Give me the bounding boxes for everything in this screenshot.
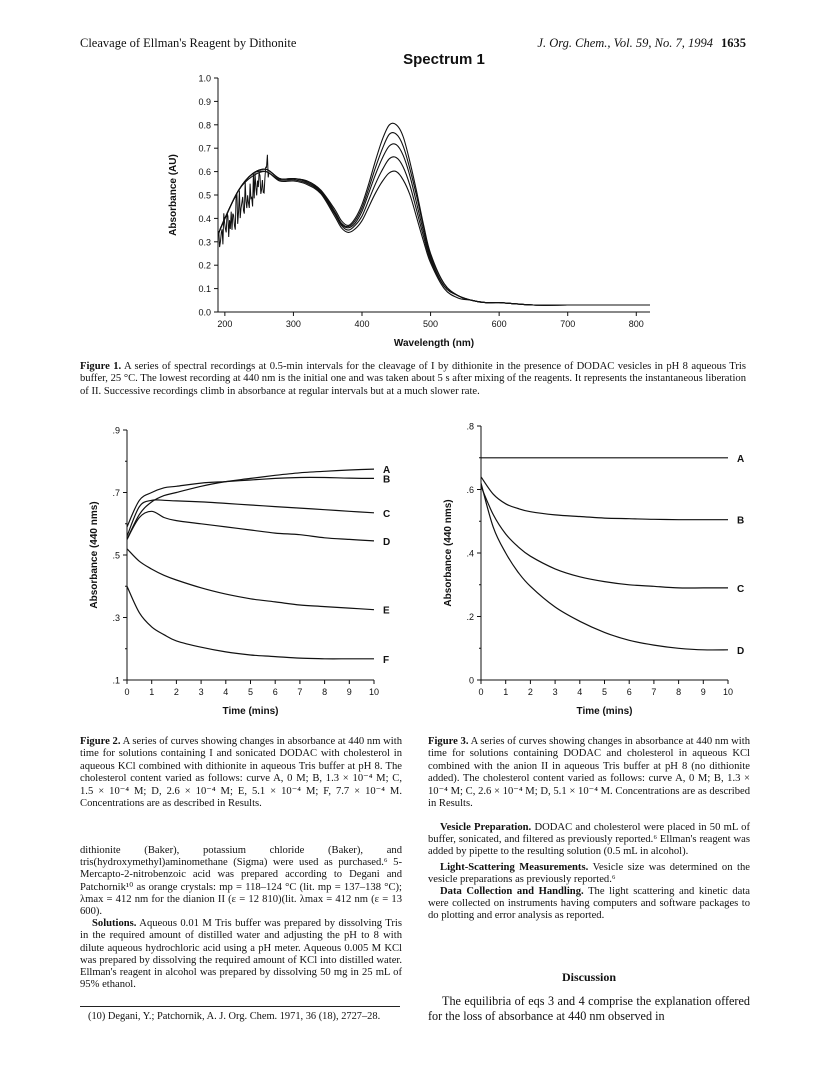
x-tick-label: 10 <box>722 687 734 697</box>
x-tick-label: 700 <box>560 319 576 329</box>
series-line <box>481 477 728 520</box>
x-tick-label: 8 <box>322 687 328 697</box>
chart-title: Spectrum 1 <box>403 51 485 68</box>
x-tick-label: 500 <box>423 319 439 329</box>
light-scattering-text: Vesicle size was determined on the vesicle preparations as previously reported.⁶ <box>428 861 750 885</box>
x-axis-label: Wavelength (nm) <box>393 338 475 349</box>
solutions-paragraph <box>80 918 402 991</box>
y-tick-label: 0.6 <box>198 167 211 178</box>
series-label: E <box>383 605 390 617</box>
data-collection-heading: Data Collection and Handling. <box>440 886 584 898</box>
y-tick-label: 0.4 <box>198 213 211 224</box>
solutions-text: Aqueous 0.01 M Tris buffer was prepared by dissolving Tris in the required amount of distilled water and adjusting the pH to 8 with dilute aqueous hydrochloric acid using a pH meter. Aqueous 0.005 M KCl was prepared by dissolving the required amount of KCl into distilled water. Ellman's reagent in alcohol was prepared by dissolving 50 mg in 25 mL of 95% ethanol. <box>80 918 402 991</box>
y-tick-label: .3 <box>112 613 120 623</box>
discussion-heading: Discussion <box>561 970 617 984</box>
series-label: B <box>383 474 391 486</box>
y-tick-label: .8 <box>466 421 474 432</box>
footnote-rule <box>80 1006 400 1007</box>
x-tick-label: 300 <box>285 319 301 329</box>
figure-2-caption <box>80 736 402 810</box>
spectrum-noise-line <box>218 155 269 247</box>
x-tick-label: 4 <box>577 687 583 697</box>
series-label: D <box>737 645 745 657</box>
running-header-journal <box>537 36 746 51</box>
y-axis-label: Absorbance (440 nms) <box>443 499 454 607</box>
x-tick-label: 7 <box>651 687 657 697</box>
vesicle-preparation-paragraph <box>428 822 750 859</box>
series-line <box>218 144 650 305</box>
x-tick-label: 1 <box>149 687 155 697</box>
y-tick-label: .7 <box>112 488 120 498</box>
x-axis-label: Time (mins) <box>222 706 279 717</box>
y-tick-label: 0 <box>468 675 474 686</box>
left-column-text <box>80 845 402 991</box>
figure-3-label: Figure 3. <box>428 736 469 747</box>
series-label: A <box>737 453 745 465</box>
series-label: F <box>383 654 390 666</box>
series-line <box>127 511 374 541</box>
y-tick-label: .1 <box>112 675 120 686</box>
y-tick-label: 0.9 <box>198 96 211 107</box>
y-tick-label: 1.0 <box>198 73 211 84</box>
x-tick-label: 5 <box>247 687 254 697</box>
y-tick-label: 0.8 <box>198 120 211 131</box>
x-tick-label: 400 <box>354 319 370 329</box>
x-tick-label: 8 <box>676 687 682 697</box>
x-tick-label: 1 <box>503 687 509 697</box>
footnote-10: (10) Degani, Y.; Patchornik, A. J. Org. Chem. 1971, 36 (18), 2727–28. <box>88 1011 381 1022</box>
y-tick-label: 0.5 <box>198 190 211 201</box>
y-tick-label: .9 <box>112 425 120 436</box>
y-tick-label: .6 <box>466 485 474 495</box>
x-tick-label: 4 <box>223 687 229 697</box>
data-collection-paragraph <box>428 886 750 923</box>
x-tick-label: 6 <box>272 687 278 697</box>
x-tick-label: 5 <box>601 687 608 697</box>
x-tick-label: 2 <box>173 687 179 697</box>
figure-1-caption <box>80 361 746 398</box>
light-scattering-heading: Light-Scattering Measurements. <box>440 861 589 873</box>
figure-3-kinetics-chart <box>436 420 756 720</box>
series-line <box>127 549 374 610</box>
series-label: B <box>737 515 745 527</box>
x-tick-label: 600 <box>491 319 507 329</box>
x-tick-label: 200 <box>217 319 233 329</box>
y-tick-label: .5 <box>112 550 120 561</box>
x-tick-label: 3 <box>198 687 204 697</box>
x-tick-label: 6 <box>626 687 632 697</box>
materials-paragraph: dithionite (Baker), potassium chloride (Baker), and tris(hydroxymethyl)aminomethane (Sigma) were used as purchased.⁶ 5-Mercapto-2-nitrobenzoic acid was prepared according to Degani and Patchornik¹⁰ as orange crystals: mp = 118–124 °C (lit. mp = 137–138 °C); λmax = 412 nm for the dianion II (ε = 12 810)(lit. λmax = 412 nm (ε = 13 600). <box>80 845 402 918</box>
solutions-heading: Solutions. <box>92 918 137 930</box>
figure-2-caption-text: A series of curves showing changes in absorbance at 440 nm with time for solutions containing I and sonicated DODAC with cholesterol in aqueous KCl combined with dithionite in aqueous Tris buffer at pH 8. The cholesterol content varied as follows: curve A, 0 M; B, 1.3 × 10⁻⁴ M; C, 1.5 × 10⁻⁴ M; D, 2.6 × 10⁻⁴ M; E, 5.1 × 10⁻⁴ M; F, 7.7 × 10⁻⁴ M. Concentrations are as described in Results. <box>80 736 402 810</box>
series-line <box>218 123 650 305</box>
x-tick-label: 7 <box>297 687 303 697</box>
figure-2-kinetics-chart <box>82 420 402 720</box>
x-tick-label: 0 <box>124 687 130 697</box>
figure-3-caption <box>428 736 750 810</box>
series-line <box>127 477 374 527</box>
y-tick-label: 0.1 <box>198 284 211 295</box>
series-label: A <box>383 465 391 477</box>
y-tick-label: 0.0 <box>198 307 211 318</box>
x-tick-label: 9 <box>700 687 706 697</box>
series-label: D <box>383 536 391 548</box>
right-column-text <box>428 822 750 923</box>
figure-2-label: Figure 2. <box>80 736 121 747</box>
data-collection-text: The light scattering and kinetic data were collected on instruments having computers and software packages to do plotting and error analysis as reported. <box>428 886 750 922</box>
light-scattering-paragraph <box>428 862 750 886</box>
series-label: C <box>383 508 391 520</box>
x-tick-label: 9 <box>346 687 352 697</box>
x-tick-label: 800 <box>628 319 644 329</box>
y-tick-label: .2 <box>466 612 474 622</box>
y-axis-label: Absorbance (AU) <box>168 154 179 236</box>
journal-citation: J. Org. Chem., Vol. 59, No. 7, 1994 <box>537 36 713 50</box>
series-line <box>127 586 374 659</box>
x-tick-label: 0 <box>478 687 484 697</box>
x-axis-label: Time (mins) <box>576 706 633 717</box>
vesicle-preparation-heading: Vesicle Preparation. <box>440 822 532 833</box>
y-tick-label: 0.7 <box>198 143 211 154</box>
figure-1-caption-text: A series of spectral recordings at 0.5-min intervals for the cleavage of I by dithionite in the presence of DODAC vesicles in pH 8 aqueous Tris buffer, 25 °C. The lowest recording at 440 nm is the initial one and was taken about 5 s after mixing of the reagents. It represents the instantaneous liberation of II. Successive recordings climb in absorbance at regular intervals but at a much slower rate. <box>80 361 746 397</box>
series-label: C <box>737 583 745 595</box>
y-tick-label: 0.2 <box>198 260 211 271</box>
vesicle-preparation-text: DODAC and cholesterol were placed in 50 mL of buffer, sonicated, and filtered as previously reported.⁶ Ellman's reagent was added by pipette to the resulting solution (0.5 mL in alcohol). <box>428 822 750 858</box>
page-number: 1635 <box>721 36 746 50</box>
series-line <box>218 133 650 306</box>
figure-1-label: Figure 1. <box>80 361 122 372</box>
figure-3-caption-text: A series of curves showing changes in absorbance at 440 nm with time for solutions containing DODAC and cholesterol in aqueous KCl combined with the anion II in aqueous Tris buffer at pH 8 (no dithionite added). The cholesterol content varied as follows: curve A, 0 M; B, 1.3 × 10⁻⁴ M; C, 2.6 × 10⁻⁴ M; D, 5.1 × 10⁻⁴ M. Concentrations are as described in Results. <box>428 736 750 810</box>
y-axis-label: Absorbance (440 nms) <box>89 501 100 609</box>
y-tick-label: 0.3 <box>198 237 211 248</box>
running-header-title: Cleavage of Ellman's Reagent by Dithonite <box>80 36 297 50</box>
discussion-paragraph: The equilibria of eqs 3 and 4 comprise the explanation offered for the loss of absorbance at 440 nm observed in <box>428 994 750 1023</box>
x-tick-label: 10 <box>368 687 380 697</box>
y-tick-label: .4 <box>466 548 474 559</box>
series-line <box>218 171 650 305</box>
figure-1-spectrum-chart <box>160 51 670 357</box>
x-tick-label: 2 <box>527 687 533 697</box>
x-tick-label: 3 <box>552 687 558 697</box>
